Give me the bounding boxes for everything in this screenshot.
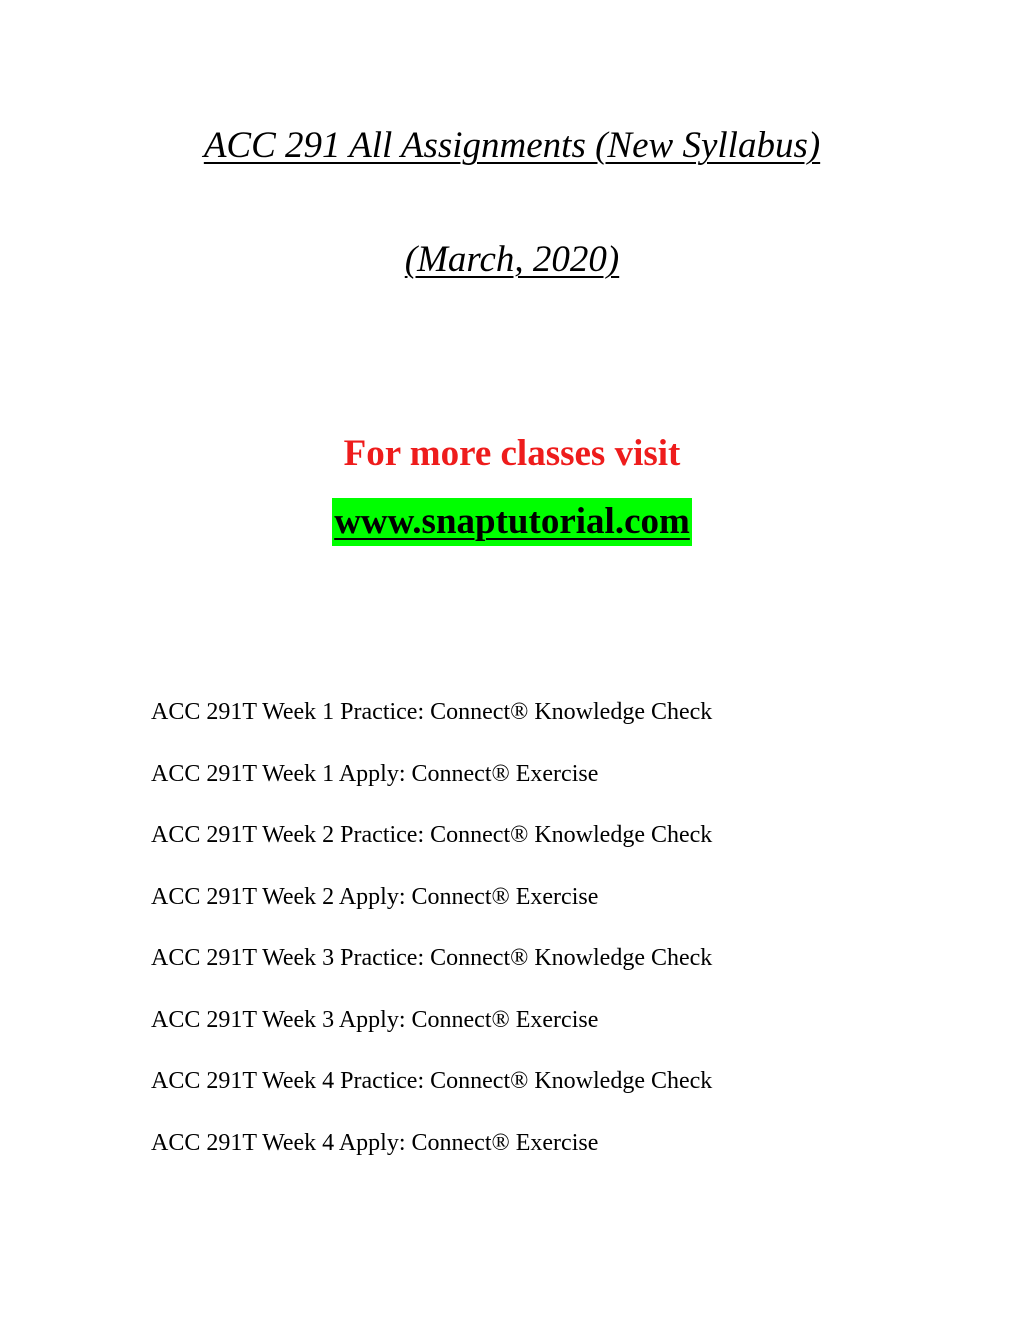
list-item: ACC 291T Week 3 Practice: Connect® Knowledge Check bbox=[151, 945, 713, 971]
list-item: ACC 291T Week 1 Practice: Connect® Knowledge Check bbox=[151, 699, 713, 725]
list-item: ACC 291T Week 4 Apply: Connect® Exercise bbox=[151, 1129, 599, 1156]
title-line-1-text: ACC 291 All Assignments (New Syllabus) bbox=[203, 125, 821, 166]
title-line-2 bbox=[0, 238, 1024, 282]
title-line-1 bbox=[0, 124, 1024, 168]
list-item: ACC 291T Week 1 Apply: Connect® Exercise bbox=[151, 760, 599, 787]
link-container bbox=[0, 498, 1024, 546]
assignment-list bbox=[151, 697, 712, 1189]
list-item: ACC 291T Week 2 Apply: Connect® Exercise bbox=[151, 883, 599, 910]
title-line-2-text: (March, 2020) bbox=[404, 239, 620, 280]
website-link[interactable]: www.snaptutorial.com bbox=[332, 498, 692, 546]
list-item: ACC 291T Week 2 Practice: Connect® Knowledge Check bbox=[151, 822, 713, 848]
promo-text: For more classes visit bbox=[343, 433, 681, 474]
list-item: ACC 291T Week 4 Practice: Connect® Knowledge Check bbox=[151, 1068, 713, 1094]
list-item: ACC 291T Week 3 Apply: Connect® Exercise bbox=[151, 1006, 599, 1033]
